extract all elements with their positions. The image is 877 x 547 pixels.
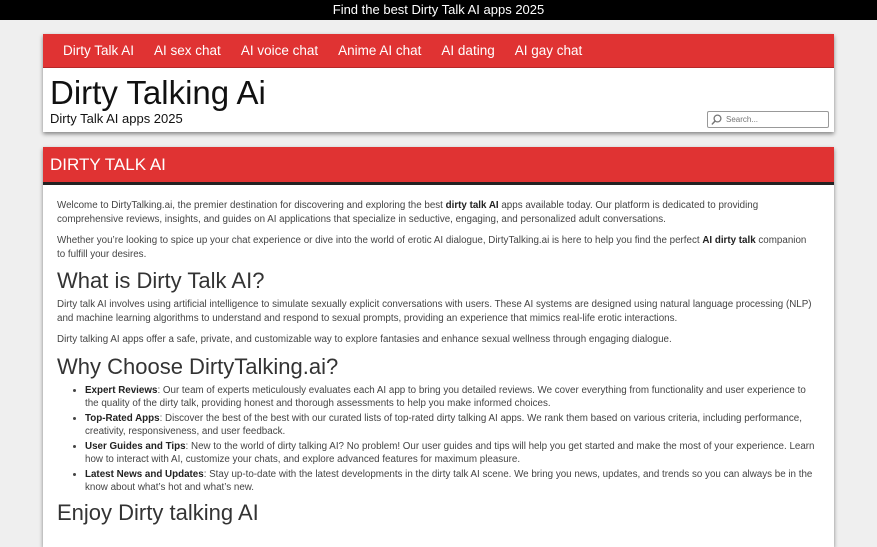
main-nav: [43, 34, 834, 68]
intro-paragraph-2: Whether you’re looking to spice up your chat experience or dive into the world of erotic AI dialogue, DirtyTalking.ai is here to help you find the perfect AI dirty talk companion to fulfill your desires.: [57, 235, 807, 260]
heading-what-is: What is Dirty Talk AI?: [57, 268, 265, 293]
article-body: [57, 199, 817, 530]
nav-item-ai-dating[interactable]: AI dating: [441, 43, 495, 58]
top-banner: [0, 0, 877, 20]
list-item: • Expert Reviews: Our team of experts meticulously evaluates each AI app to bring you detailed reviews. We cover everything from functionality and user experience to the quality of the dirty talk, providing honest and thorough assessments to help you make informed choices.: [85, 384, 817, 411]
intro-paragraph-1: Welcome to DirtyTalking.ai, the premier destination for discovering and exploring the best dirty talk AI apps available today. Our platform is dedicated to providing comprehensive reviews, insights, and guides on AI applications that specialize in seductive, engaging, and personalized adult conversations.: [57, 200, 759, 225]
page-title: DIRTY TALK AI: [43, 147, 834, 185]
list-item: • Latest News and Updates: Stay up-to-date with the latest developments in the dirty talk AI scene. We bring you news, updates, and trends so you can always be in the know about what’s hot and what’s new.: [85, 468, 817, 495]
nav-item-ai-sex-chat[interactable]: AI sex chat: [154, 43, 221, 58]
site-title[interactable]: Dirty Talking Ai: [50, 74, 266, 111]
list-item: • User Guides and Tips: New to the world of dirty talking AI? No problem! Our user guides and tips will help you get started and make the most of your experience. Learn how to interact with AI, customize your chats, and explore advanced features for maximum pleasure.: [85, 440, 817, 467]
main-content: [43, 147, 834, 547]
heading-enjoy: Enjoy Dirty talking AI: [57, 499, 259, 525]
nav-item-ai-gay-chat[interactable]: AI gay chat: [514, 43, 583, 58]
search-input[interactable]: [724, 115, 828, 124]
nav-item-dirty-talk-ai[interactable]: Dirty Talk AI: [63, 43, 135, 58]
search-box[interactable]: [707, 111, 829, 128]
nav-item-anime-ai-chat[interactable]: Anime AI chat: [338, 43, 422, 58]
why-list: [57, 384, 817, 495]
heading-why-choose: Why Choose DirtyTalking.ai?: [57, 353, 339, 379]
what-paragraph-1: Dirty talk AI involves using artificial intelligence to simulate sexually explicit conversations with users. These AI systems are designed using natural language processing (NLP) and machine learning algorithms to understand and respond to sexual prompts, providing an experience that mimics real-life erotic interactions.: [57, 299, 812, 324]
search-icon: [710, 113, 724, 127]
top-banner-text: Find the best Dirty Talk AI apps 2025: [332, 2, 545, 17]
site-header: [43, 34, 834, 132]
what-paragraph-2: Dirty talking AI apps offer a safe, private, and customizable way to explore fantasies and enhance sexual wellness through engaging dialogue.: [57, 334, 672, 345]
nav-item-ai-voice-chat[interactable]: AI voice chat: [240, 43, 319, 58]
site-tagline: Dirty Talk AI apps 2025: [50, 111, 183, 126]
list-item: • Top-Rated Apps: Discover the best of the best with our curated lists of top-rated dirty talking AI apps. We rank them based on various criteria, including performance, creativity, responsiveness, and user feedback.: [85, 412, 817, 439]
